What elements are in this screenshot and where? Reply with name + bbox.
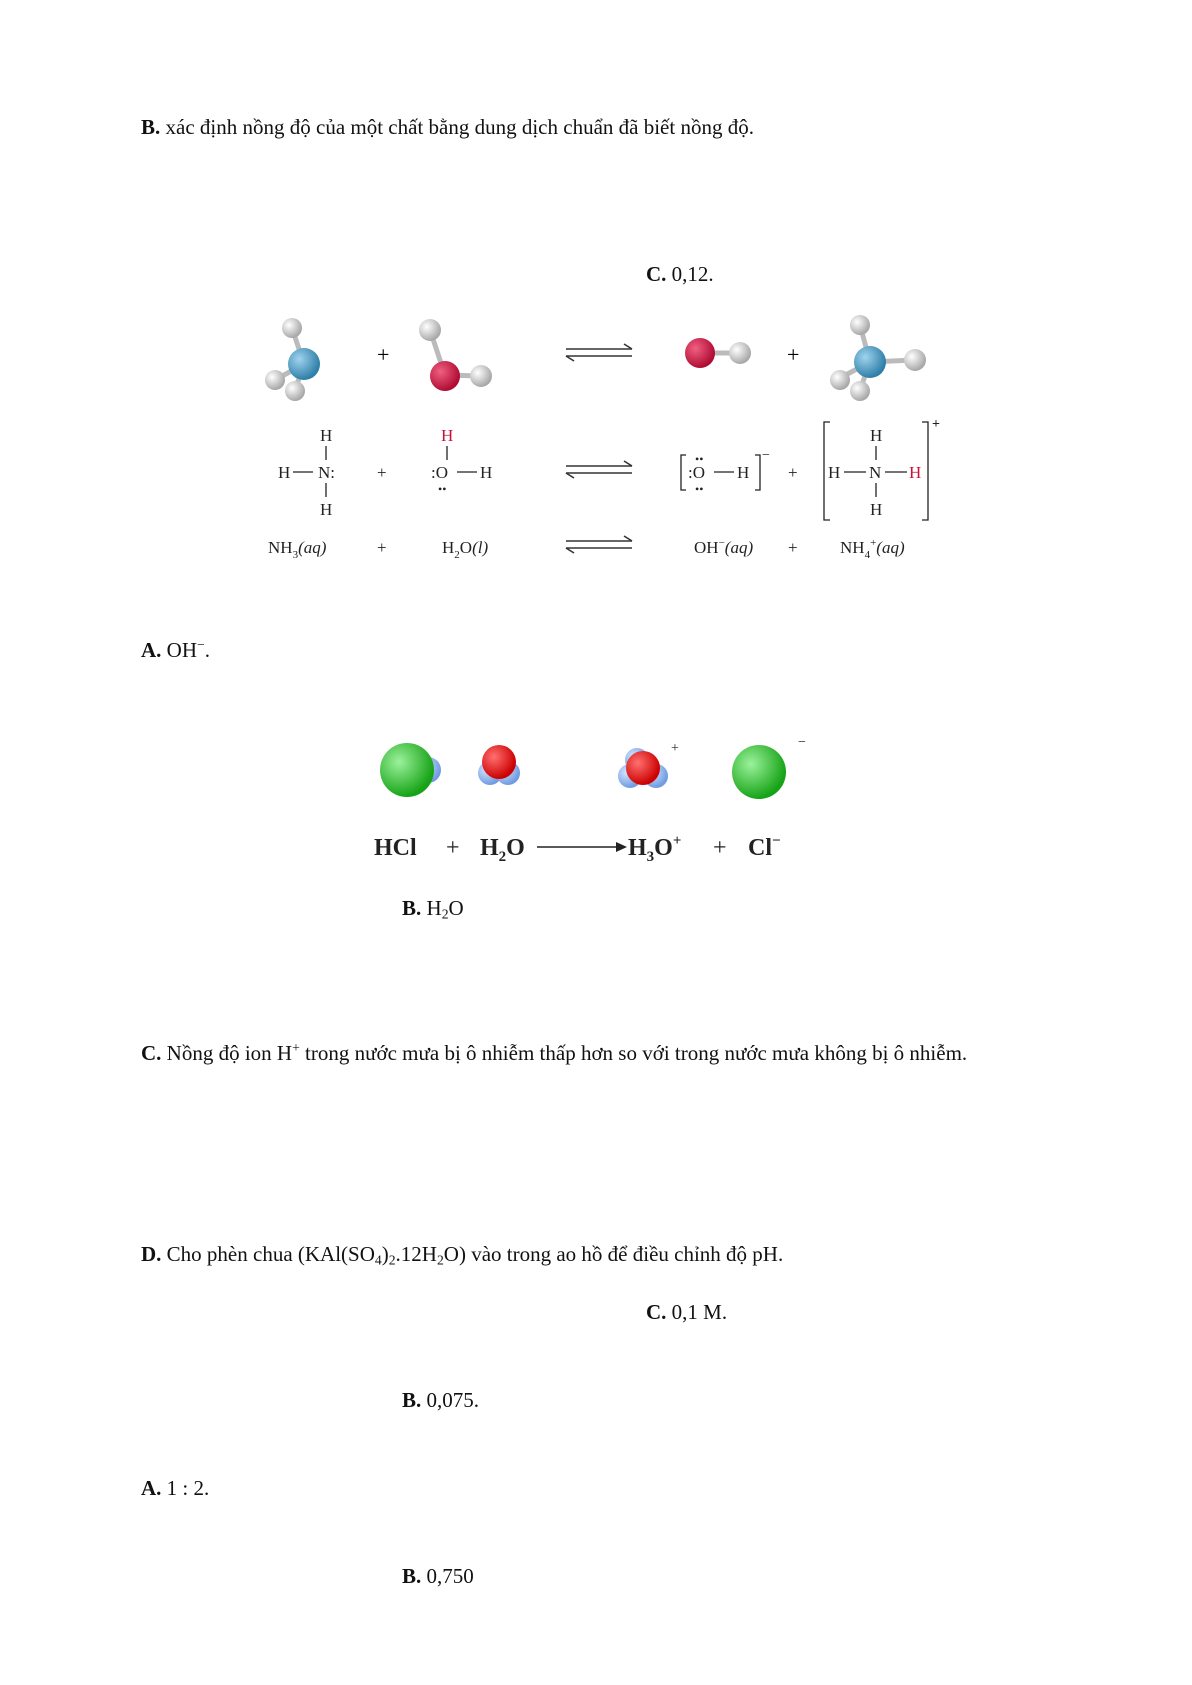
formula-h2o: $H_2O$ <box>480 835 525 865</box>
water-molecule-model <box>419 319 492 391</box>
lone-pair-dots: •• <box>695 482 704 496</box>
option-label: C. <box>646 262 667 286</box>
hcl-molecule-model <box>380 743 441 797</box>
formula-cl: Cl− <box>748 833 781 861</box>
atom-h: H <box>737 463 750 482</box>
equilibrium-arrow <box>566 344 632 361</box>
option-label: B. <box>402 1388 422 1412</box>
option-label: A. <box>141 1476 162 1500</box>
option-text: $H_2O$ <box>426 896 464 922</box>
nh3-molecule-model <box>265 318 320 401</box>
option-text: Nồng độ ion H+ trong nước mưa bị ô nhiễm thấp hơn so với trong nước mưa không bị ô nhiễm. <box>166 1039 968 1065</box>
answer-line-b-h2o <box>402 896 464 922</box>
option-label: C. <box>646 1300 667 1324</box>
option-text: 0,075. <box>426 1388 480 1412</box>
atom-h: H <box>870 500 883 519</box>
atom-h-red: H <box>909 463 922 482</box>
lone-pair-dots: •• <box>438 482 447 496</box>
plus-sign: + <box>446 835 460 861</box>
chloride-model <box>732 735 806 799</box>
atom-o-lone: :O <box>688 463 705 482</box>
atom-h: H <box>870 426 883 445</box>
atom-h: H <box>320 500 333 519</box>
answer-line-c-01m <box>646 1302 727 1323</box>
option-label: D. <box>141 1242 162 1266</box>
plus-sign: + <box>788 463 798 482</box>
answer-line-d-alum <box>141 1242 784 1268</box>
charge-minus: − <box>798 735 806 750</box>
charge-plus: + <box>932 417 940 432</box>
option-text: 0,1 M. <box>671 1300 728 1324</box>
formula-hcl: HCl <box>374 835 417 861</box>
answer-line-c-012 <box>646 264 714 285</box>
option-label: B. <box>141 115 161 139</box>
charge-plus: + <box>671 741 679 756</box>
plus-sign: + <box>377 463 387 482</box>
ammonium-model <box>830 315 926 401</box>
option-label: A. <box>141 638 162 662</box>
formula-row <box>268 536 905 561</box>
option-label: B. <box>402 1564 422 1588</box>
atom-n: N <box>869 463 882 482</box>
plus-sign: + <box>377 342 390 367</box>
plus-sign: + <box>713 835 727 861</box>
lone-pair-dots: •• <box>695 452 704 466</box>
formula-nh4: $NH_4^+(aq)$ <box>840 537 905 561</box>
answer-line-c-acid-rain <box>141 1039 968 1065</box>
answer-line-b-0750 <box>402 1566 474 1587</box>
water-molecule-model <box>478 745 520 785</box>
atom-n: N: <box>318 463 335 482</box>
option-text: 0,750 <box>426 1564 474 1588</box>
plus-sign: + <box>787 342 800 367</box>
answer-line-a-oh <box>141 636 210 662</box>
atom-h: H <box>320 426 333 445</box>
atom-h: H <box>828 463 841 482</box>
atom-h: H <box>278 463 291 482</box>
option-text: OH−. <box>166 636 210 662</box>
formula-h2o: $H_2O(l)$ <box>442 538 489 561</box>
hcl-equation <box>374 833 781 865</box>
lewis-structures-row <box>278 417 940 520</box>
atom-h-red: H <box>441 426 454 445</box>
option-text: Cho phèn chua $(KAl(SO_4)_2.12H_2O)$ vào trong ao hồ để điều chỉnh độ pH. <box>166 1242 784 1268</box>
hcl-water-reaction-figure <box>374 730 860 870</box>
atom-o-lone: :O <box>431 463 448 482</box>
option-text: 0,12. <box>671 262 714 286</box>
option-text: 1 : 2. <box>166 1476 210 1500</box>
atom-h: H <box>480 463 493 482</box>
plus-sign: + <box>377 538 387 557</box>
formula-nh3: $NH_3(aq)$ <box>268 538 327 561</box>
hydroxide-model <box>685 338 751 368</box>
formula-h3o: $H_3O^+$ <box>628 833 682 865</box>
hydronium-model <box>618 741 679 788</box>
answer-line-a-ratio <box>141 1478 209 1499</box>
option-label: B. <box>402 896 422 920</box>
answer-line-b-0075 <box>402 1390 479 1411</box>
plus-sign: + <box>788 538 798 557</box>
option-label: C. <box>141 1041 162 1065</box>
charge-minus: − <box>762 448 770 463</box>
formula-oh: OH−(aq) <box>694 537 754 557</box>
answer-line-b-titration <box>141 117 754 138</box>
nh3-water-equilibrium-figure <box>270 320 970 620</box>
option-text: xác định nồng độ của một chất bằng dung dịch chuẩn đã biết nồng độ. <box>165 115 754 139</box>
